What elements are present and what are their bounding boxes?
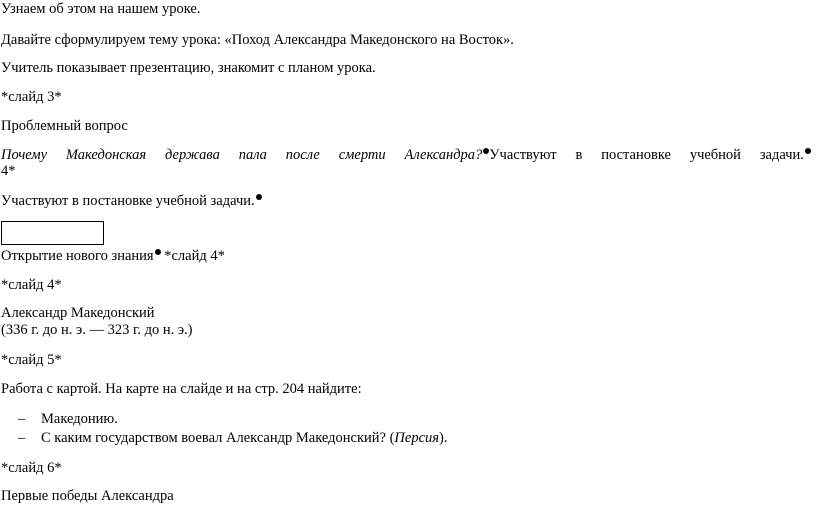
bullet-dot-icon	[155, 249, 161, 255]
activity-word: в	[575, 147, 583, 163]
question-word: после	[285, 147, 320, 163]
list-item-text: Македонию.	[41, 411, 118, 427]
bullet-dot-icon	[805, 148, 811, 154]
paragraph-teacher: Учитель показывает презентацию, знакомит с планом урока.	[1, 60, 376, 76]
paragraph-participate: Участвуют в постановке учебной задачи.	[1, 193, 262, 210]
question-word: Почему	[1, 147, 48, 163]
activity-word: постановке	[601, 147, 671, 163]
slide-6-marker: *слайд 6*	[1, 460, 62, 476]
map-task: Работа с картой. На карте на слайде и на стр. 204 найдите:	[1, 381, 362, 397]
paragraph-topic: Давайте сформулируем тему урока: «Поход Александра Македонского на Восток».	[1, 32, 514, 48]
activity-word: учебной	[689, 147, 741, 163]
empty-text-box[interactable]	[1, 221, 104, 245]
dash-bullet: –	[18, 430, 26, 446]
question-word-with-dot: Александра? Участвуют	[404, 147, 557, 163]
problem-question-heading: Проблемный вопрос	[1, 118, 128, 134]
slide-4-fragment: 4*	[1, 163, 16, 179]
slide-5-marker: *слайд 5*	[1, 352, 62, 368]
question-word: пала	[238, 147, 267, 163]
question-word: Македонская	[65, 147, 147, 163]
paragraph-intro: Узнаем об этом на нашем уроке.	[1, 1, 201, 17]
bullet-dot-icon	[256, 194, 262, 200]
first-victories-heading: Первые победы Александра	[1, 488, 174, 504]
alexander-name: Александр Македонский	[1, 305, 155, 321]
problem-question-line	[1, 147, 811, 164]
dash-bullet: –	[18, 411, 26, 427]
answer-persia: Персия	[394, 430, 440, 446]
new-knowledge-line: Открытие нового знания *слайд 4*	[1, 248, 225, 264]
question-word: держава	[165, 147, 220, 163]
question-word: смерти	[338, 147, 386, 163]
list-item	[0, 430, 600, 447]
alexander-dates: (336 г. до н. э. — 323 г. до н. э.)	[1, 322, 193, 338]
slide-3-marker: *слайд 3*	[1, 89, 62, 105]
list-item-text: С каким государством воевал Александр Македонский? (Персия).	[41, 430, 448, 446]
activity-word-with-dot: задачи.	[760, 147, 811, 164]
list-item	[0, 411, 400, 428]
slide-4-marker: *слайд 4*	[1, 277, 62, 293]
